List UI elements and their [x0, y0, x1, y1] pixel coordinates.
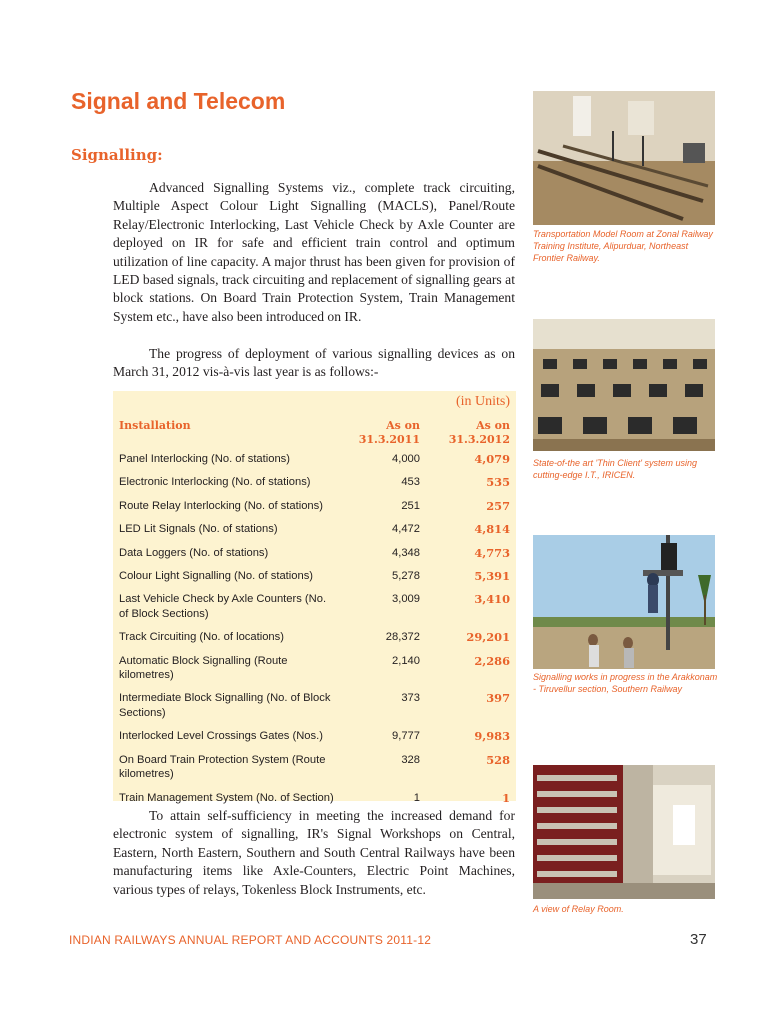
table-row — [113, 517, 516, 540]
row-installation-name: Colour Light Signalling (No. of stations) — [119, 570, 314, 583]
row-value-2012: 257 — [486, 498, 510, 513]
paragraph-intro-text: Advanced Signalling Systems viz., complete track circuiting, Multiple Aspect Colour Light Signalling (MACLS), Panel/Route Relay/Electronic Interlocking, Last Vehicle Check by Axle Counter are deployed on IR for safe and efficient train control and optimum utilization of line capacity. A major thrust has been given for provision of LED based signals, track circuiting and replacement of signalling gears at block stations. On Board Train Protection System, Train Management System etc., have also been introduced on IR. — [113, 180, 515, 324]
row-installation-name: Intermediate Block Signalling (No. of Block Sections) — [119, 692, 331, 719]
photo-caption-3: Signalling works in progress in the Arakkonam - Tiruvellur section, Southern Railway — [533, 672, 718, 694]
paragraph-progress — [113, 345, 515, 382]
header-2012: As on 31.3.2012 — [448, 419, 510, 446]
table-row — [113, 724, 516, 747]
row-value-2012: 29,201 — [466, 630, 510, 645]
row-value-2011: 453 — [401, 476, 420, 489]
row-installation-name: Interlocked Level Crossings Gates (Nos.) — [119, 730, 323, 743]
row-value-2012: 5,391 — [474, 569, 510, 584]
header-installation: Installation — [119, 419, 191, 432]
row-value-2011: 4,348 — [392, 546, 420, 559]
paragraph-workshops — [113, 807, 515, 899]
installation-table — [113, 419, 516, 809]
table-row — [113, 447, 516, 470]
computer-lab-photo — [533, 319, 715, 451]
row-value-2012: 3,410 — [474, 592, 510, 607]
table-header-row — [113, 419, 516, 447]
paragraph-workshops-text: To attain self-sufficiency in meeting the increased demand for electronic system of signalling, IR's Signal Workshops on Central, Eastern, North Eastern, Southern and South Central Railways have been manufacturing items like Axle-Counters, Electric Point Machines, various types of relays, Tokenless Block Instruments, etc. — [113, 808, 515, 897]
row-value-2011: 28,372 — [385, 631, 420, 644]
row-installation-name: Data Loggers (No. of stations) — [119, 546, 269, 559]
table-row — [113, 587, 516, 625]
row-value-2011: 373 — [401, 692, 420, 705]
row-value-2012: 9,983 — [474, 729, 510, 744]
header-2011: As on 31.3.2011 — [358, 419, 420, 446]
table-row — [113, 470, 516, 493]
row-value-2012: 535 — [486, 475, 510, 490]
row-installation-name: Route Relay Interlocking (No. of stations) — [119, 499, 323, 512]
table-units: (in Units) — [455, 394, 510, 409]
relay-room-photo — [533, 765, 715, 899]
row-value-2011: 4,000 — [392, 453, 420, 465]
page-number: 37 — [690, 931, 707, 948]
row-installation-name: Track Circuiting (No. of locations) — [119, 631, 284, 644]
row-installation-name: LED Lit Signals (No. of stations) — [119, 523, 278, 536]
table-row — [113, 541, 516, 564]
table-row — [113, 748, 516, 786]
footer-title: INDIAN RAILWAYS ANNUAL REPORT AND ACCOUNTS 2011-12 — [69, 933, 432, 947]
row-value-2012: 1 — [502, 790, 510, 805]
paragraph-intro — [113, 179, 515, 326]
row-value-2012: 528 — [486, 752, 510, 767]
row-installation-name: Panel Interlocking (No. of stations) — [119, 453, 291, 465]
table-row — [113, 786, 516, 809]
row-value-2011: 4,472 — [392, 523, 420, 536]
page-title: Signal and Telecom — [71, 88, 286, 114]
photo-caption-1: Transportation Model Room at Zonal Railway Training Institute, Alipurduar, Northeast Frontier Railway. — [533, 229, 713, 263]
row-installation-name: Electronic Interlocking (No. of stations) — [119, 476, 311, 489]
table-row — [113, 649, 516, 687]
section-heading: Signalling: — [71, 146, 163, 164]
row-value-2011: 1 — [413, 791, 420, 804]
row-value-2011: 328 — [401, 753, 420, 766]
row-installation-name: Train Management System (No. of Section) — [119, 791, 334, 804]
table-body — [113, 447, 516, 809]
row-value-2012: 4,079 — [474, 452, 510, 466]
photo-caption-2: State-of-the art 'Thin Client' system using cutting-edge I.T., IRICEN. — [533, 458, 698, 480]
row-installation-name: Last Vehicle Check by Axle Counters (No. of Block Sections) — [119, 593, 327, 620]
row-value-2011: 2,140 — [392, 654, 420, 667]
row-value-2011: 3,009 — [392, 593, 420, 606]
row-value-2012: 2,286 — [474, 653, 510, 668]
row-value-2011: 9,777 — [392, 730, 420, 743]
table-row — [113, 494, 516, 517]
row-value-2012: 4,773 — [474, 545, 510, 560]
row-value-2011: 5,278 — [392, 570, 420, 583]
row-value-2012: 4,814 — [474, 522, 510, 537]
table-row — [113, 686, 516, 724]
table-row — [113, 625, 516, 648]
installation-table-panel — [113, 391, 516, 805]
signalling-works-photo — [533, 535, 715, 669]
model-room-photo — [533, 91, 715, 225]
paragraph-progress-text: The progress of deployment of various signalling devices as on March 31, 2012 vis-à-vis last year is as follows:- — [113, 346, 515, 380]
photo-caption-4: A view of Relay Room. — [533, 904, 624, 914]
row-value-2011: 251 — [401, 499, 420, 512]
table-row — [113, 564, 516, 587]
row-installation-name: On Board Train Protection System (Route kilometres) — [119, 753, 326, 781]
row-value-2012: 397 — [486, 691, 510, 706]
row-installation-name: Automatic Block Signalling (Route kilometres) — [119, 654, 288, 682]
